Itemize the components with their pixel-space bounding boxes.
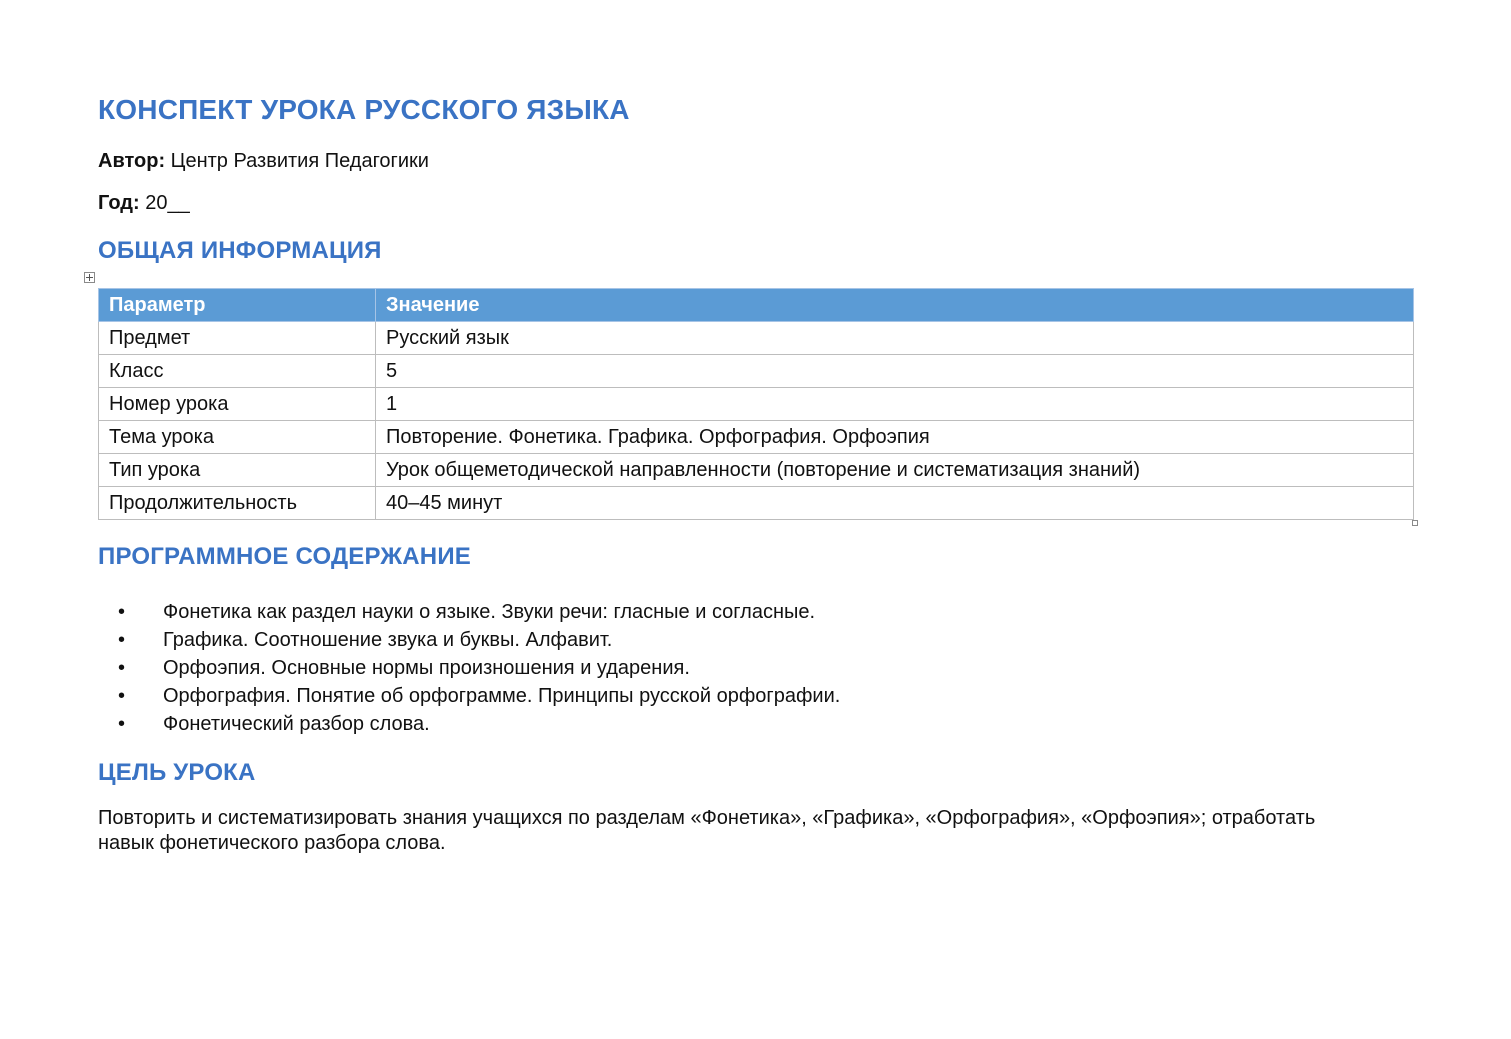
table-resize-handle-icon[interactable] xyxy=(1412,520,1418,526)
bullet-icon: • xyxy=(118,657,126,679)
table-row xyxy=(99,454,1414,487)
bullet-icon: • xyxy=(118,713,126,735)
bullet-icon: • xyxy=(118,601,126,623)
section-heading-goal: ЦЕЛЬ УРОКА xyxy=(98,759,256,786)
table-row xyxy=(99,322,1414,355)
table-row xyxy=(99,388,1414,421)
info-table xyxy=(98,288,1414,520)
list-item xyxy=(98,710,1414,738)
table-header-cell[interactable]: Значение xyxy=(376,289,1414,322)
table-cell[interactable]: Повторение. Фонетика. Графика. Орфография. Орфоэпия xyxy=(376,421,1414,454)
goal-paragraph: Повторить и систематизировать знания учащихся по разделам «Фонетика», «Графика», «Орфография», «Орфоэпия»; отработать навык фонетического разбора слова. xyxy=(98,807,1316,854)
table-cell[interactable]: 40–45 минут xyxy=(376,487,1414,520)
table-cell[interactable]: Русский язык xyxy=(376,322,1414,355)
table-cell[interactable]: Урок общеметодической направленности (повторение и систематизация знаний) xyxy=(376,454,1414,487)
list-item xyxy=(98,682,1414,710)
table-cell[interactable]: Тип урока xyxy=(99,454,376,487)
year-value: 20__ xyxy=(139,192,190,214)
table-cell[interactable]: Предмет xyxy=(99,322,376,355)
table-cell[interactable]: Продолжительность xyxy=(99,487,376,520)
table-cell[interactable]: Тема урока xyxy=(99,421,376,454)
table-move-handle-icon[interactable] xyxy=(84,272,95,283)
list-item xyxy=(98,598,1414,626)
list-item-text: Фонетика как раздел науки о языке. Звуки речи: гласные и согласные. xyxy=(163,601,816,623)
program-list xyxy=(98,598,1414,738)
year-line xyxy=(98,190,1414,216)
document-body xyxy=(98,92,1414,856)
table-row xyxy=(99,355,1414,388)
section-heading-info: ОБЩАЯ ИНФОРМАЦИЯ xyxy=(98,237,382,264)
table-cell[interactable]: Номер урока xyxy=(99,388,376,421)
table-header-cell[interactable]: Параметр xyxy=(99,289,376,322)
list-item-text: Фонетический разбор слова. xyxy=(163,713,430,735)
author-value: Центр Развития Педагогики xyxy=(165,150,429,172)
document-title: КОНСПЕКТ УРОКА РУССКОГО ЯЗЫКА xyxy=(98,94,630,125)
list-item-text: Орфография. Понятие об орфограмме. Принципы русской орфографии. xyxy=(163,685,841,707)
year-label: Год: xyxy=(98,192,140,214)
info-table-container xyxy=(98,288,1414,520)
author-line xyxy=(98,148,1414,174)
list-item-text: Графика. Соотношение звука и буквы. Алфавит. xyxy=(163,629,613,651)
section-heading-program: ПРОГРАММНОЕ СОДЕРЖАНИЕ xyxy=(98,543,472,570)
bullet-icon: • xyxy=(118,629,126,651)
table-row xyxy=(99,421,1414,454)
list-item xyxy=(98,654,1414,682)
table-header-row xyxy=(99,289,1414,322)
table-row xyxy=(99,487,1414,520)
list-item-text: Орфоэпия. Основные нормы произношения и ударения. xyxy=(163,657,690,679)
author-label: Автор: xyxy=(98,150,166,172)
table-cell[interactable]: 5 xyxy=(376,355,1414,388)
table-cell[interactable]: Класс xyxy=(99,355,376,388)
list-item xyxy=(98,626,1414,654)
table-cell[interactable]: 1 xyxy=(376,388,1414,421)
bullet-icon: • xyxy=(118,685,126,707)
